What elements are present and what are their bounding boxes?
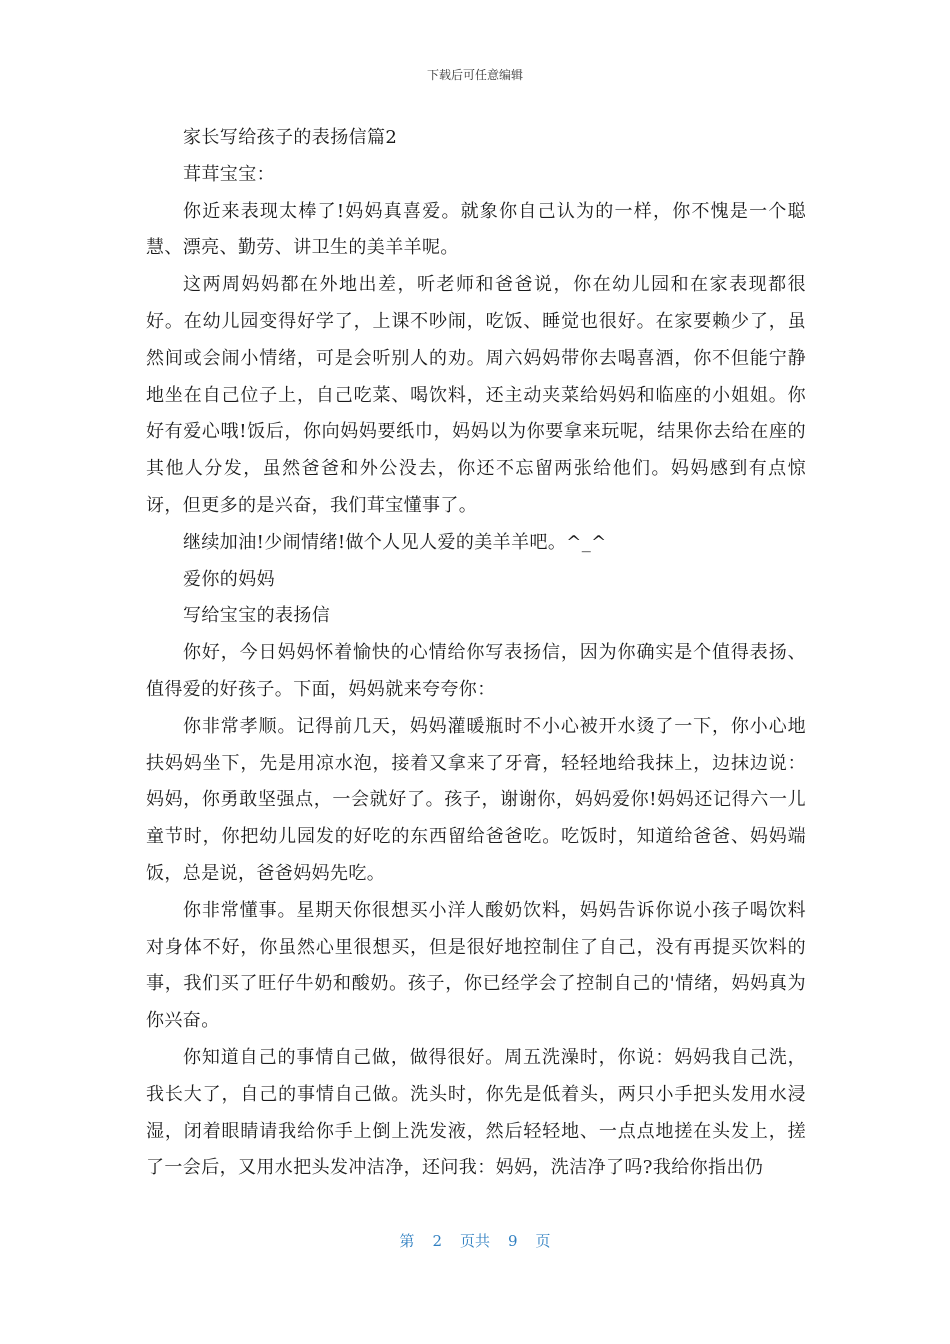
page-header: 下载后可任意编辑 bbox=[426, 68, 523, 82]
paragraph: 继续加油!少闹情绪!做个人见人爱的美羊羊吧。^_^ bbox=[183, 531, 607, 553]
page-footer bbox=[0, 1230, 950, 1251]
footer-suffix: 页 bbox=[535, 1232, 551, 1250]
paragraph: 这两周妈妈都在外地出差，听老师和爸爸说，你在幼儿园和在家表现都很好。在幼儿园变得好学了，上课不吵闹，吃饭、睡觉也很好。在家要赖少了，虽然间或会闹小情绪，可是会听别人的劝。周六妈妈带你去喝喜酒，你不但能宁静地坐在自己位子上，自己吃菜、喝饮料，还主动夹菜给妈妈和临座的小姐姐。你好有爱心哦!饭后，你向妈妈要纸巾，妈妈以为你要拿来玩呢，结果你去给在座的其他人分发，虽然爸爸和外公没去，你还不忘留两张给他们。妈妈感到有点惊讶，但更多的是兴奋，我们茸宝懂事了。 bbox=[146, 274, 806, 516]
page-total: 9 bbox=[508, 1232, 518, 1250]
footer-prefix: 第 bbox=[399, 1232, 415, 1250]
footer-mid: 页共 bbox=[459, 1232, 490, 1250]
page-number: 2 bbox=[432, 1232, 442, 1250]
paragraph: 你非常懂事。星期天你很想买小洋人酸奶饮料，妈妈告诉你说小孩子喝饮料对身体不好，你虽然心里很想买，但是很好地控制住了自己，没有再提买饮料的事，我们买了旺仔牛奶和酸奶。孩子，你已经学会了控制自己的'情绪，妈妈真为你兴奋。 bbox=[146, 899, 806, 1032]
paragraph: 你非常孝顺。记得前几天，妈妈灌暖瓶时不小心被开水烫了一下，你小心地扶妈妈坐下，先是用凉水泡，接着又拿来了牙膏，轻轻地给我抹上，边抹边说：妈妈，你勇敢坚强点，一会就好了。孩子，谢谢你，妈妈爱你!妈妈还记得六一儿童节时，你把幼儿园发的好吃的东西留给爸爸吃。吃饭时，知道给爸爸、妈妈端饭，总是说，爸爸妈妈先吃。 bbox=[146, 715, 806, 884]
paragraph: 你近来表现太棒了!妈妈真喜爱。就象你自己认为的一样，你不愧是一个聪慧、漂亮、勤劳、讲卫生的美羊羊呢。 bbox=[146, 200, 806, 259]
paragraph: 你知道自己的事情自己做，做得很好。周五洗澡时，你说：妈妈我自己洗，我长大了，自己的事情自己做。洗头时，你先是低着头，两只小手把头发用水浸湿，闭着眼睛请我给你手上倒上洗发液，然后轻轻地、一点点地搓在头发上，搓了一会后，又用水把头发冲洁净，还问我：妈妈，洗洁净了吗?我给你指出仍 bbox=[146, 1046, 806, 1179]
section-title: 家长写给孩子的表扬信篇2 bbox=[183, 127, 398, 148]
signature: 爱你的妈妈 bbox=[183, 568, 275, 590]
section-title: 写给宝宝的表扬信 bbox=[183, 605, 331, 627]
document-body bbox=[146, 120, 806, 1187]
paragraph: 你好，今日妈妈怀着愉快的心情给你写表扬信，因为你确实是个值得表扬、值得爱的好孩子。下面，妈妈就来夸夸你： bbox=[146, 642, 806, 700]
salutation: 茸茸宝宝： bbox=[183, 163, 275, 185]
